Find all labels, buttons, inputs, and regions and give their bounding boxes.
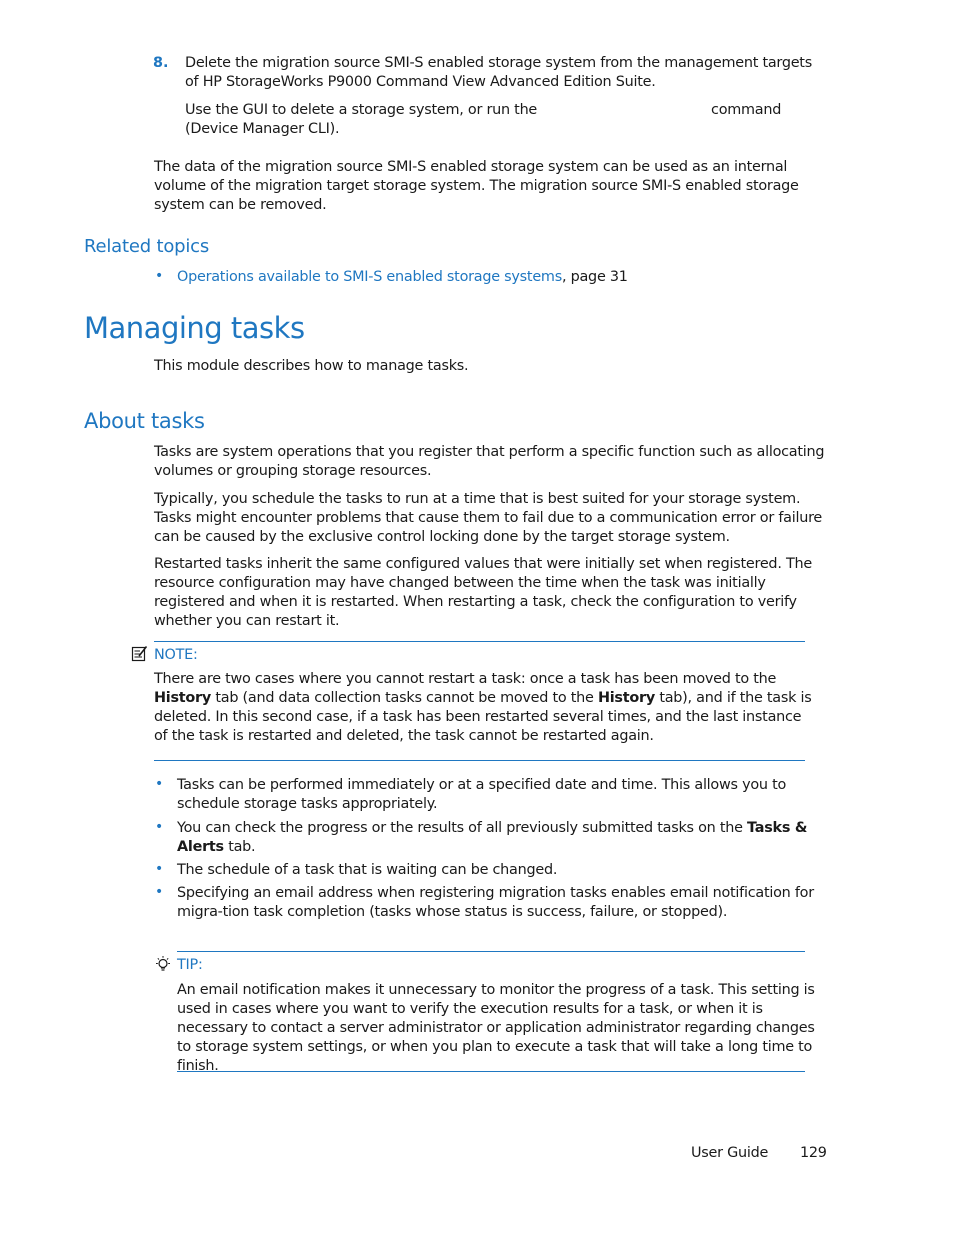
step-sub-before: Use the GUI to delete a storage system, or run the — [185, 102, 538, 118]
note-bottom-rule — [154, 760, 805, 761]
note-bold-history-1: History — [154, 690, 212, 706]
tip-body: An email notification makes it unnecessary to monitor the progress of a task. This setting is used in cases where you want to verify the execution results for a task, or when it is necessary to contact a server administrator or application administrator regarding changes to storage system settings, or when you plan to execute a task that will take a long time to finish. — [177, 982, 815, 1074]
subsection-title-about-tasks: About tasks — [84, 409, 205, 433]
footer-title: User Guide — [691, 1145, 769, 1161]
note-text-2: tab (and data collection tasks cannot be moved to the — [215, 690, 594, 706]
list-item-schedule: Tasks can be performed immediately or at a specified date and time. This allows you to schedule storage tasks appropriately. — [177, 777, 787, 812]
step-sub-after: command (Device Manager CLI). — [185, 102, 782, 137]
tip-label: TIP: — [177, 957, 203, 973]
related-topics-heading: Related topics — [84, 236, 210, 257]
related-topic-link[interactable]: Operations available to SMI-S enabled storage systems — [177, 269, 562, 285]
list-item-waiting: The schedule of a task that is waiting can be changed. — [177, 862, 558, 878]
list-item-progress — [177, 819, 837, 857]
list-bullet-1: • — [155, 776, 164, 792]
note-body — [154, 670, 814, 746]
list-item-progress-after: tab. — [228, 839, 256, 855]
section-title-managing-tasks: Managing tasks — [84, 311, 305, 345]
tip-top-rule — [177, 951, 805, 952]
list-bullet-2: • — [155, 819, 164, 835]
related-topic-page: , page 31 — [561, 269, 628, 285]
managing-tasks-description: This module describes how to manage tasks. — [154, 358, 469, 374]
step-text: Delete the migration source SMI-S enabled storage system from the management targets of HP StorageWorks P9000 Command View Advanced Edition Suite. — [185, 55, 812, 90]
note-text-3: tab), and if the task is deleted. In this second case, if a task has been restarted several times, and the last instance of the task is restarted and deleted, the task cannot be restarted again. — [154, 690, 812, 744]
related-bullet: • — [155, 268, 164, 284]
tip-bottom-rule — [177, 1071, 805, 1072]
lightbulb-icon — [154, 955, 172, 974]
list-bullet-4: • — [155, 884, 164, 900]
note-label: NOTE: — [154, 647, 198, 663]
note-text-1: There are two cases where you cannot restart a task: once a task has been moved to the — [154, 671, 777, 687]
about-paragraph-1: Tasks are system operations that you register that perform a specific function such as allocating volumes or grouping storage resources. — [154, 444, 825, 479]
note-top-rule — [154, 641, 805, 642]
note-icon — [131, 645, 148, 662]
list-item-progress-bold: Tasks & Alerts — [177, 820, 808, 855]
list-bullet-3: • — [155, 861, 164, 877]
related-topic-item — [177, 268, 628, 287]
list-item-email: Specifying an email address when registering migration tasks enables email notification for migra-tion task completion (tasks whose status is success, failure, or stopped). — [177, 885, 814, 920]
step-number: 8. — [153, 55, 169, 71]
list-item-progress-text: You can check the progress or the results of all previously submitted tasks on the — [177, 820, 743, 836]
note-bold-history-2: History — [597, 690, 655, 706]
about-paragraph-2: Typically, you schedule the tasks to run at a time that is best suited for your storage system. Tasks might encounter problems that cause them to fail due to a communication error or failure can be caused by the exclusive control locking done by the target storage system. — [154, 491, 823, 545]
migration-paragraph: The data of the migration source SMI-S enabled storage system can be used as an internal volume of the migration target storage system. The migration source SMI-S enabled storage system can be removed. — [154, 159, 799, 213]
page-number: 129 — [800, 1145, 827, 1161]
about-paragraph-3: Restarted tasks inherit the same configured values that were initially set when registered. The resource configuration may have changed between the time when the task was initially registered and when it is restarted. When restarting a task, check the configuration to verify whether you can restart it. — [154, 556, 812, 629]
step-sub-text — [185, 101, 825, 139]
